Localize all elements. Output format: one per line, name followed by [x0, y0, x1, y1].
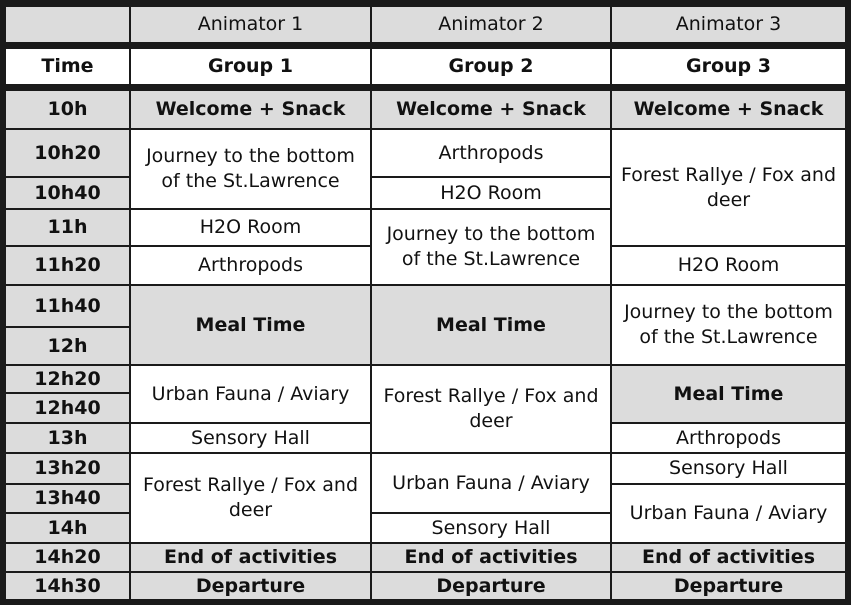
activity-cell: Departure	[612, 573, 845, 599]
time-cell: 11h	[6, 210, 129, 245]
activity-cell: Welcome + Snack	[372, 91, 610, 128]
activity-cell: Journey to the bottom of the St.Lawrence	[372, 210, 610, 284]
activity-cell: Urban Fauna / Aviary	[131, 366, 370, 422]
time-cell: 12h	[6, 328, 129, 364]
time-cell: 14h30	[6, 573, 129, 599]
activity-cell: Forest Rallye / Fox and deer	[612, 130, 845, 245]
time-cell: 12h40	[6, 394, 129, 422]
time-cell: 11h40	[6, 286, 129, 326]
activity-cell: Welcome + Snack	[612, 91, 845, 128]
activity-cell: Urban Fauna / Aviary	[372, 454, 610, 512]
activity-cell: End of activities	[612, 544, 845, 571]
time-cell: 13h	[6, 424, 129, 452]
activity-cell: H2O Room	[131, 210, 370, 245]
activity-cell: Meal Time	[372, 286, 610, 364]
time-cell: 10h20	[6, 130, 129, 176]
time-cell: 10h40	[6, 178, 129, 208]
activity-cell: Journey to the bottom of the St.Lawrence	[131, 130, 370, 208]
activity-cell: Departure	[131, 573, 370, 599]
activity-cell: Forest Rallye / Fox and deer	[372, 366, 610, 452]
activity-cell: Meal Time	[131, 286, 370, 364]
activity-cell: Meal Time	[612, 366, 845, 422]
animator-header: Animator 2	[372, 7, 610, 42]
activity-cell: Forest Rallye / Fox and deer	[131, 454, 370, 542]
time-cell: 13h20	[6, 454, 129, 483]
activity-cell: End of activities	[131, 544, 370, 571]
time-column-header: Time	[6, 49, 129, 84]
time-cell: 14h20	[6, 544, 129, 571]
activity-cell: Arthropods	[131, 247, 370, 284]
group-header: Group 3	[612, 49, 845, 84]
time-cell: 12h20	[6, 366, 129, 392]
activity-cell: End of activities	[372, 544, 610, 571]
time-cell: 13h40	[6, 485, 129, 512]
activity-cell: Arthropods	[612, 424, 845, 452]
activity-cell: H2O Room	[612, 247, 845, 284]
animator-header: Animator 1	[131, 7, 370, 42]
time-cell: 10h	[6, 91, 129, 128]
time-cell: 14h	[6, 514, 129, 542]
activity-cell: Departure	[372, 573, 610, 599]
activity-cell: Welcome + Snack	[131, 91, 370, 128]
activity-cell: Journey to the bottom of the St.Lawrence	[612, 286, 845, 364]
activity-cell: Sensory Hall	[372, 514, 610, 542]
group-header: Group 2	[372, 49, 610, 84]
activity-cell: Sensory Hall	[612, 454, 845, 483]
activity-cell: Sensory Hall	[131, 424, 370, 452]
header-corner-cell	[6, 7, 129, 42]
group-header: Group 1	[131, 49, 370, 84]
activity-cell: Arthropods	[372, 130, 610, 176]
activity-cell: H2O Room	[372, 178, 610, 208]
activity-cell: Urban Fauna / Aviary	[612, 485, 845, 542]
time-cell: 11h20	[6, 247, 129, 284]
animator-header: Animator 3	[612, 7, 845, 42]
